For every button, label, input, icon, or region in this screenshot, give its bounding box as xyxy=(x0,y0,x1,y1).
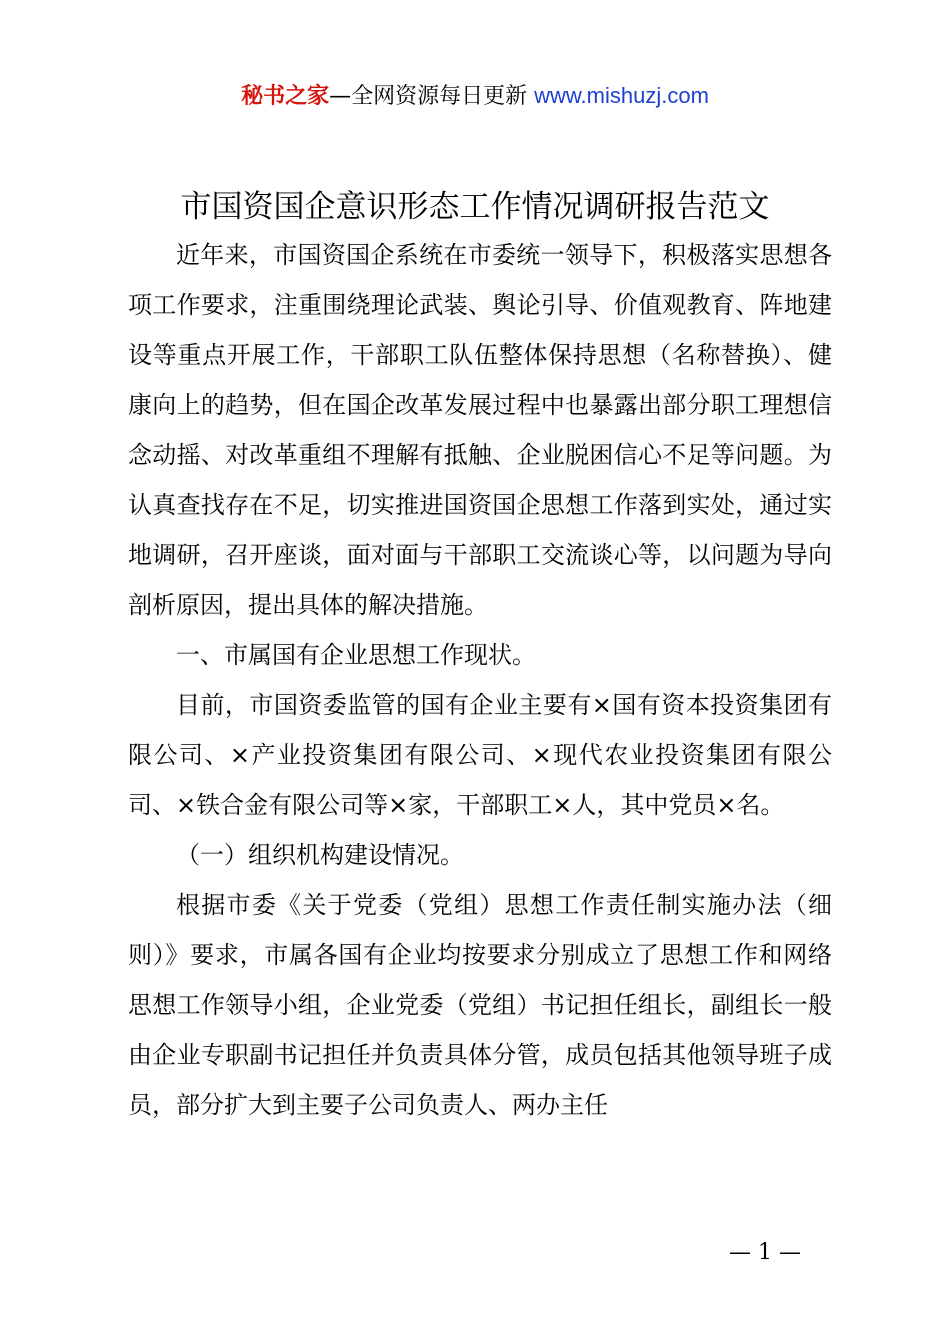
site-banner xyxy=(0,80,950,113)
brand-name: 秘书之家 xyxy=(241,84,330,109)
section-1-paragraph: 目前，市国资委监管的国有企业主要有×国有资本投资集团有限公司、×产业投资集团有限公司、×现代农业投资集团有限公司、×铁合金有限公司等×家，干部职工×人，其中党员×名。 xyxy=(128,691,832,819)
section-heading-1: 一、市属国有企业思想工作现状。 xyxy=(176,641,536,669)
subsection-1-paragraph: 根据市委《关于党委（党组）思想工作责任制实施办法（细则）》要求，市属各国有企业均按要求分别成立了思想工作和网络思想工作领导小组，企业党委（党组）书记担任组长，副组长一般由企业专职副书记担任并负责具体分管，成员包括其他领导班子成员，部分扩大到主要子公司负责人、两办主任 xyxy=(128,891,832,1119)
site-url-link[interactable]: www.mishuzj.com xyxy=(534,83,709,108)
banner-tagline: —全网资源每日更新 xyxy=(329,84,528,109)
document-title: 市国资国企意识形态工作情况调研报告范文 xyxy=(180,189,770,225)
subsection-heading-1: （一）组织机构建设情况。 xyxy=(176,841,464,869)
intro-paragraph: 近年来，市国资国企系统在市委统一领导下，积极落实思想各项工作要求，注重围绕理论武装、舆论引导、价值观教育、阵地建设等重点开展工作，干部职工队伍整体保持思想（名称替换）、健康向上的趋势，但在国企改革发展过程中也暴露出部分职工理想信念动摇、对改革重组不理解有抵触、企业脱困信心不足等问题。为认真查找存在不足，切实推进国资国企思想工作落到实处，通过实地调研，召开座谈，面对面与干部职工交流谈心等，以问题为导向剖析原因，提出具体的解决措施。 xyxy=(128,241,832,619)
page-number: — 1 — xyxy=(729,1240,801,1265)
document-body xyxy=(128,230,832,1130)
